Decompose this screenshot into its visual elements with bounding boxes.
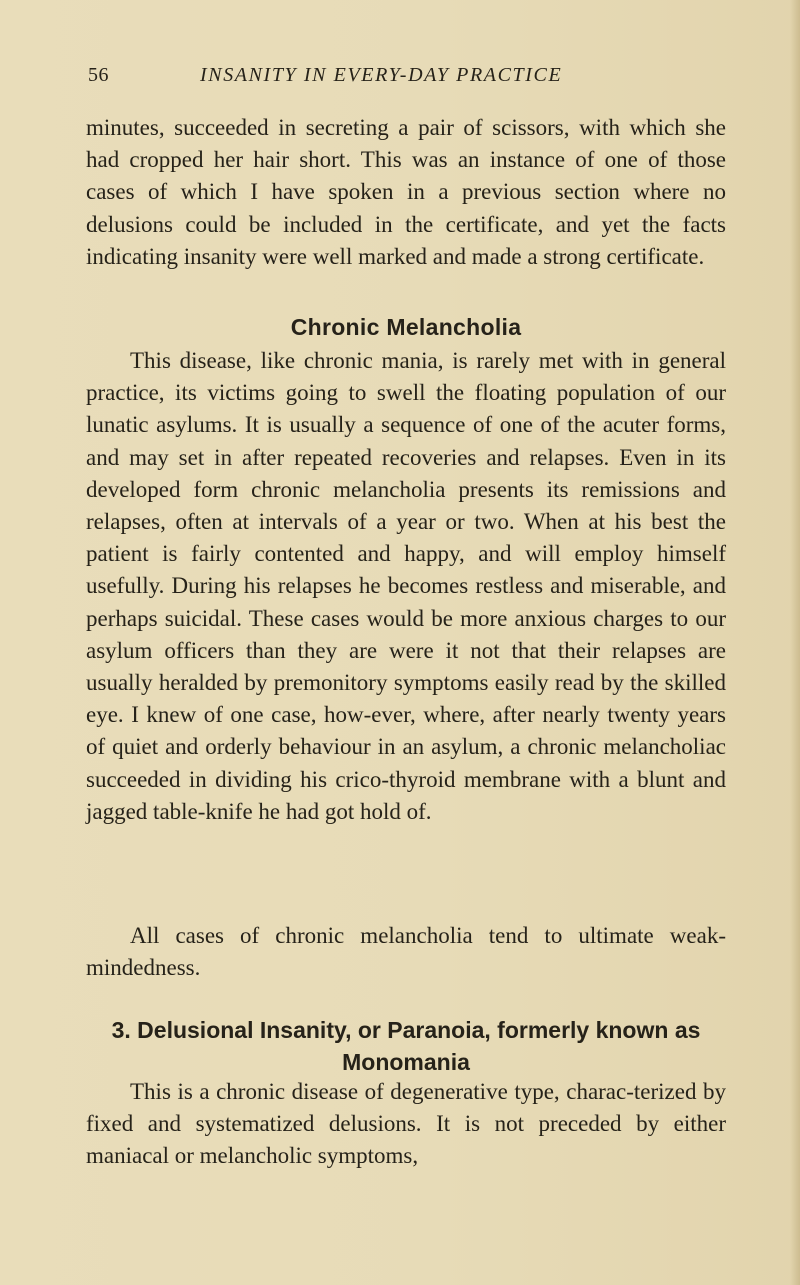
page-header: [88, 64, 720, 94]
body-paragraph: minutes, succeeded in secreting a pair of scissors, with which she had cropped her hair short. This was an instance of one of those cases of which I have spoken in a previous section where no delusions could be included in the certificate, and yet the facts indicating insanity were well marked and made a strong certificate.: [86, 115, 726, 269]
body-paragraph: All cases of chronic melancholia tend to ultimate weak-mindedness.: [86, 923, 726, 981]
section-heading: 3. Delusional Insanity, or Paranoia, formerly known as Monomania: [111, 1017, 701, 1075]
page-edge-shadow: [790, 0, 800, 1285]
body-paragraph: This disease, like chronic mania, is rarely met with in general practice, its victims going to swell the floating population of our lunatic asylums. It is usually a sequence of one of the acuter forms, and may set in after repeated recoveries and relapses. Even in its developed form chronic melancholia presents its remissions and relapses, often at intervals of a year or two. When at his best the patient is fairly contented and happy, and will employ himself usefully. During his relapses he becomes restless and miserable, and perhaps suicidal. These cases would be more anxious charges to our asylum officers than they are were it not that their relapses are usually heralded by premonitory symptoms easily read by the skilled eye. I knew of one case, how-ever, where, after nearly twenty years of quiet and orderly behaviour in an asylum, a chronic melancholiac succeeded in dividing his crico-thyroid membrane with a blunt and jagged table-knife he had got hold of.: [86, 348, 726, 824]
running-title: INSANITY IN EVERY-DAY PRACTICE: [200, 64, 563, 86]
section-heading: Chronic Melancholia: [290, 314, 522, 340]
body-paragraph: This is a chronic disease of degenerative type, charac-terized by fixed and systematized delusions. It is not preceded by either maniacal or melancholic symptoms,: [86, 1079, 726, 1169]
page-number: 56: [88, 64, 109, 86]
